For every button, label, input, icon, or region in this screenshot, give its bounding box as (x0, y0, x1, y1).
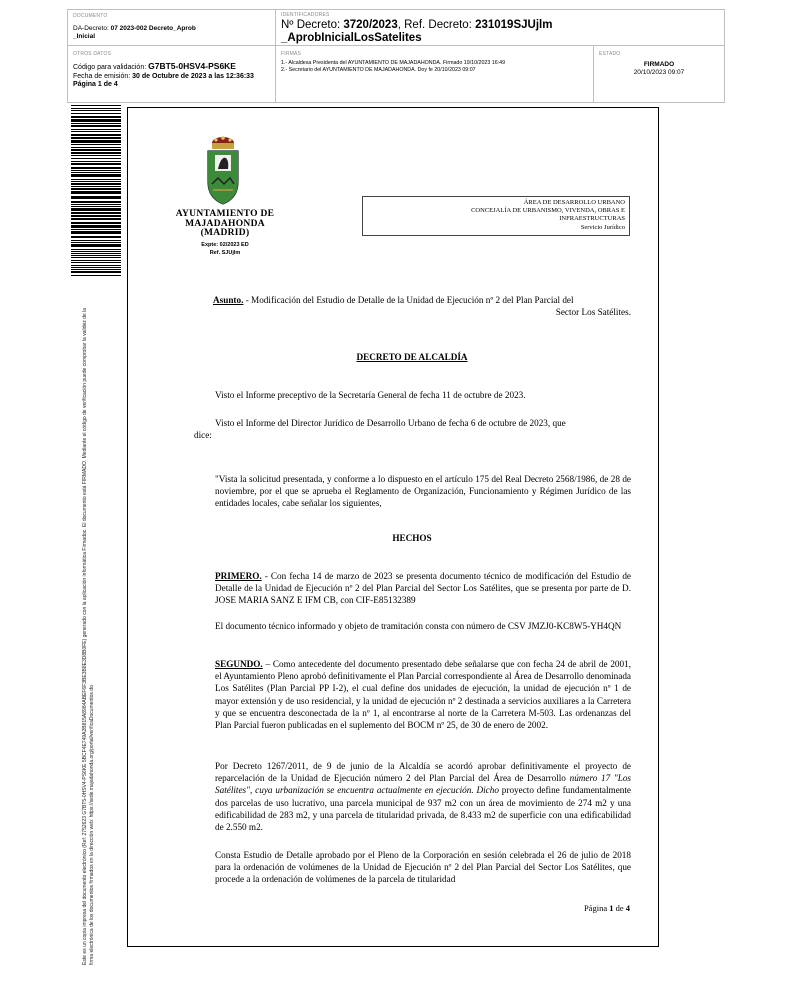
ayto-line-2: MAJADAHONDA (185, 218, 265, 229)
otros-label: OTROS DATOS (73, 51, 112, 57)
expediente: Expte: 02/2023 ED (201, 242, 249, 248)
area-box (362, 196, 630, 236)
area-line-2: CONCEJALÍA DE URBANISMO, VIVENDA, OBRAS E (471, 207, 625, 215)
documento-name-2: _Inicial (73, 33, 96, 40)
page-current: 1 (609, 903, 614, 913)
segundo-paragraph (215, 658, 631, 731)
page-number (530, 903, 630, 913)
firma-1: 1.- Alcaldesa Presidenta del AYUNTAMIENTO DE MAJADAHONDA. Firmado 19/10/2023 16:49 (281, 60, 506, 66)
firma-2: 2.- Secretario del AYUNTAMIENTO DE MAJADAHONDA. Doy fe 20/10/2023 09:07 (281, 67, 476, 73)
codigo-prefix: Código para validación: (73, 64, 149, 71)
segundo-text: – Como antecedente del documento presentado debe señalarse que con fecha 24 de abril de 2001, el Ayuntamiento Pleno aprobó definitivamente el Plan Parcial correspondiente al Área de Desarrollo denominada Los Satélites (Plan Parcial PP I-2), el cual define dos unidades de ejecución, la unidad de ejecución nº 1 de mayor extensión y de uso residencial, y la unidad de ejecución nº 2 destinada a servicios auxiliares a la Carretera y que se encuentra desconectada de la nº 1, al encontrarse al norte de la Carretera M-503. Las ordenanzas del Plan Parcial fueron publicadas en el suplemento del BOCM nº 25, de 30 de enero de 2002. (215, 659, 631, 731)
otros-datos-cell (68, 46, 276, 102)
reference: Ref. SJUjlm (209, 250, 241, 256)
page-prefix: Página (583, 903, 610, 913)
consta-paragraph: Consta Estudio de Detalle aprobado por el Pleno de la Corporación en sesión celebrada el 26 de julio de 2018 para la ordenación de volúmenes de la Unidad de Ejecución nº 2 del Plan Parcial del Sector Los Satélites, que procede a la ordenación de volúmenes de la parcela de titularidad (215, 850, 631, 885)
paragraph-visto-2: Visto el Informe del Director Jurídico de Desarrollo Urbano de fecha 6 de octubre de 2023, que (215, 418, 566, 428)
decreto-number: 3720/2023 (343, 19, 398, 31)
ayto-line-3: (MADRID) (200, 228, 250, 238)
issue-date: 30 de Octubre de 2023 a las 12:36:33 (132, 72, 254, 80)
decreto-ref: 231019SJUjlm (475, 19, 553, 31)
barcode-icon (71, 105, 121, 278)
ayuntamiento-name (155, 210, 295, 239)
documento-name: 07 2023-002 Decreto_Aprob (110, 25, 196, 32)
paragraph-visto-2-end: dice: (194, 430, 212, 440)
estado-value: FIRMADO (643, 61, 675, 68)
asunto-text: - Modificación del Estudio de Detalle de la Unidad de Ejecución nº 2 del Plan Parcial del (243, 295, 574, 305)
document-header (67, 9, 725, 103)
firmas-label: FIRMAS (281, 51, 302, 57)
decreto-paragraph (215, 760, 631, 833)
quote-paragraph: "Vista la solicitud presentada, y conforme a lo dispuesto en el artículo 175 del Real Decreto 2568/1986, de 28 de noviembre, por el que se aprueba el Reglamento de Organización, Funcionamiento y Régimen Jurídico de las entidades locales, cabe señalar los siguientes, (215, 474, 631, 509)
asunto-label: Asunto. (213, 295, 244, 305)
decreto-title: DECRETO DE ALCALDÍA (356, 352, 468, 362)
verification-side-text: Este es un copia impresa del documento electrónico (Ref: 2752623 G7BT5-0HSV4-PS6KE 5BCF4E749A2B815A8984ABEF6F3BE3B8E3D8B0FE) generado con la aplicación informática Firmadoc. El documento está FIRMADO. Mediante el código de verificación puede comprobar la validez de la firma electrónica de los documentos firmados en la dirección web: https://sede.majadahonda.org/portal/verificaDocumentos.do (82, 307, 95, 965)
primero-label: PRIMERO. (215, 571, 262, 581)
segundo-label: SEGUNDO. (215, 659, 263, 669)
fecha-prefix: Fecha de emisión: (73, 72, 133, 80)
asunto (213, 294, 631, 306)
csv-paragraph: El documento técnico informado y objeto de tramitación consta con número de CSV JMZJ0-KC8W5-YH4QN (215, 621, 622, 631)
documento-prefix: DA-Decreto: (73, 25, 111, 32)
hechos-heading: HECHOS (392, 533, 432, 543)
ident-prefix: Nº Decreto: (281, 19, 344, 31)
area-line-1: ÁREA DE DESARROLLO URBANO (523, 199, 625, 206)
page-mid: de (613, 903, 626, 913)
ident-mid: , Ref. Decreto: (397, 19, 476, 31)
asunto-text-2: Sector Los Satélites. (555, 307, 631, 317)
page-count-header: Página 1 de 4 (73, 81, 118, 88)
primero-paragraph (215, 570, 631, 607)
estado-label: ESTADO (599, 51, 621, 57)
paragraph-visto-1: Visto el Informe preceptivo de la Secretaría General de fecha 11 de octubre de 2023. (215, 390, 526, 400)
decreto-para-b: proyecto define fundamentalmente dos parcelas de uso lucrativo, una parcela municipal de 937 m2 con un área de movimiento de 274 m2 y una edificabilidad de 283 m2, y una parcela de titularidad privada, de 8.433 m2 de superficie con una edificabilidad de 2.550 m2. (215, 785, 631, 833)
page-total: 4 (625, 903, 630, 913)
decreto-ref-2: _AprobInicialLosSatelites (281, 32, 422, 44)
coat-of-arms-icon (202, 134, 244, 206)
ayto-line-1: AYUNTAMIENTO DE (175, 209, 275, 219)
primero-text: - Con fecha 14 de marzo de 2023 se presenta documento técnico de modificación del Estudio de Detalle de la Unidad de Ejecución nº 2 del Plan Parcial del Sector Los Satélites, que se presenta por parte de D. JOSE MARIA SANZ E IFM CB, con CIF-E85132389 (215, 571, 631, 606)
validation-code[interactable]: G7BT5-0HSV4-PS6KE (148, 61, 236, 71)
identificadores-cell (276, 10, 724, 46)
estado-cell (594, 46, 724, 102)
expediente-info (155, 241, 295, 257)
documento-label: DOCUMENTO (73, 13, 108, 19)
area-line-3: INFRAESTRUCTURAS (559, 215, 625, 223)
decreto-para-italic: número 17 "Los Satélites", cuya urbanización se encuentra actualmente en ejecución. Dicho (215, 773, 631, 796)
documento-cell (68, 10, 276, 46)
identificadores-label: IDENTIFICADORES (281, 12, 330, 18)
firmas-cell (276, 46, 594, 102)
decreto-para-a: Por Decreto 1267/2011, de 9 de junio de la Alcaldía se acordó aprobar definitivamente el proyecto de reparcelación de la Unidad de Ejecución número 2 del Plan Parcial del Área de Desarrollo (215, 761, 631, 784)
estado-date: 20/10/2023 09:07 (633, 69, 685, 76)
area-line-4: Servicio Jurídico (580, 223, 625, 231)
